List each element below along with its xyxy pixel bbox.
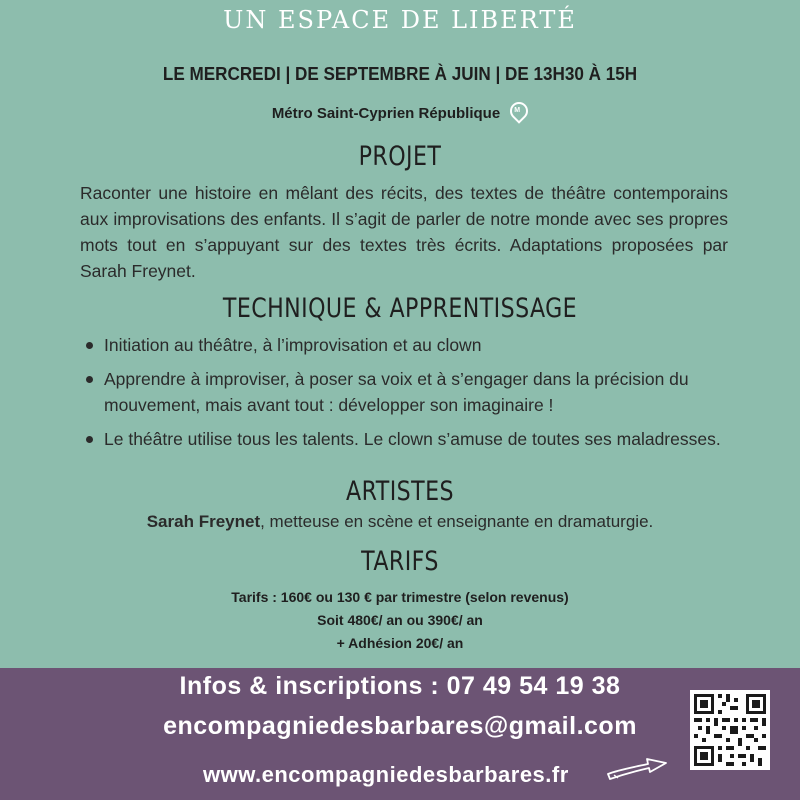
banner-title: UN ESPACE DE LIBERTÉ <box>223 6 577 34</box>
hand-drawn-arrow-icon <box>604 750 672 784</box>
email-link[interactable]: encompagniedesbarbares@gmail.com <box>163 712 637 740</box>
heading-technique: TECHNIQUE & APPRENTISSAGE <box>222 293 578 324</box>
heading-artistes: ARTISTES <box>346 476 454 507</box>
schedule-line: LE MERCREDI | DE SEPTEMBRE À JUIN | DE 13H30 À 15H <box>162 64 638 84</box>
technique-list <box>82 332 732 460</box>
heading-projet: PROJET <box>358 141 442 172</box>
phone-info[interactable]: Infos & inscriptions : 07 49 54 19 38 <box>179 672 621 700</box>
tarifs-block <box>0 586 800 655</box>
tarif-line-3: + Adhésion 20€/ an <box>336 635 464 651</box>
map-pin-icon: M <box>506 98 531 123</box>
qr-code-icon[interactable] <box>690 690 770 770</box>
list-item: Initiation au théâtre, à l’improvisation et au clown <box>82 332 732 358</box>
heading-tarifs: TARIFS <box>361 546 439 577</box>
metro-label: Métro Saint-Cyprien République <box>271 105 501 122</box>
tarif-line-2: Soit 480€/ an ou 390€/ an <box>317 612 483 628</box>
artist-line <box>0 512 800 532</box>
artist-role: , metteuse en scène et enseignante en dramaturgie. <box>260 512 654 531</box>
list-item: Apprendre à improviser, à poser sa voix et à s’engager dans la précision du mouvement, mais avant tout : développer son imaginaire ! <box>82 366 732 418</box>
qr-code-pattern <box>690 690 770 770</box>
list-item: Le théâtre utilise tous les talents. Le clown s’amuse de toutes ses maladresses. <box>82 426 732 452</box>
projet-text: Raconter une histoire en mêlant des récits, des textes de théâtre contemporains aux improvisations des enfants. Il s’agit de parler de notre monde avec ses propres mots tout en s’appuyant sur des textes très écrits. Adaptations proposées par Sarah Freynet. <box>80 183 728 281</box>
tarif-line-1: Tarifs : 160€ ou 130 € par trimestre (selon revenus) <box>231 589 569 605</box>
metro-location <box>0 102 800 122</box>
artist-name: Sarah Freynet <box>146 512 261 531</box>
website-link[interactable]: www.encompagniedesbarbares.fr <box>203 762 569 787</box>
